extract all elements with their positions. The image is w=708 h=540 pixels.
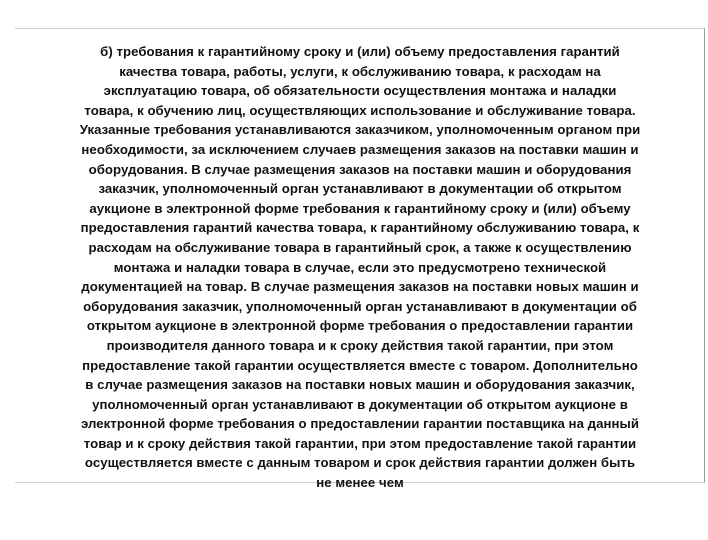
text-line: товар и к сроку действия такой гарантии, при этом предоставление такой гарантии [83,435,637,451]
text-line: производителя данного товара и к сроку действия такой гарантии, при этом [106,337,614,353]
text-line: предоставление такой гарантии осуществляется вместе с товаром. Дополнительно [82,357,638,373]
body-text [15,42,705,493]
text-line: необходимости, за исключением случаев размещения заказов на поставки машин и [81,141,639,157]
text-line: Указанные требования устанавливаются заказчиком, уполномоченным органом при [79,122,641,138]
text-line: эксплуатацию товара, об обязательности осуществления монтажа и наладки [103,83,617,99]
text-line: уполномоченный орган устанавливают в документации об открытом аукционе в [92,396,628,412]
text-line: оборудования заказчик, уполномоченный орган устанавливают в документации об [83,298,637,314]
text-line: оборудования. В случае размещения заказов на поставки машин и оборудования [88,161,632,177]
text-line: заказчик, уполномоченный орган устанавливают в документации об открытом [98,181,622,197]
text-line: не менее чем [316,475,404,491]
text-line: документацией на товар. В случае размещения заказов на поставки новых машин и [81,279,639,295]
text-line: расходам на обслуживание товара в гарантийный срок, а также к осуществлению [88,239,632,255]
text-line: аукционе в электронной форме требования к гарантийному сроку и (или) объему [89,200,631,216]
text-line: электронной форме требования о предоставлении гарантии поставщика на данный [81,416,639,432]
document-slide [15,28,705,491]
text-line: осуществляется вместе с данным товаром и срок действия гарантии должен быть [84,455,636,471]
text-line: в случае размещения заказов на поставки новых машин и оборудования заказчик, [85,377,635,393]
text-line: предоставления гарантий качества товара, к гарантийному обслуживанию товара, к [80,220,640,236]
text-line: б) требования к гарантийному сроку и (или) объему предоставления гарантий [100,44,620,59]
text-line: качества товара, работы, услуги, к обслуживанию товара, к расходам на [119,63,601,79]
text-line: товара, к обучению лиц, осуществляющих использование и обслуживание товара. [84,102,636,118]
text-line: монтажа и наладки товара в случае, если это предусмотрено технической [113,259,607,275]
text-line: открытом аукционе в электронной форме требования о предоставлении гарантии [86,318,634,334]
